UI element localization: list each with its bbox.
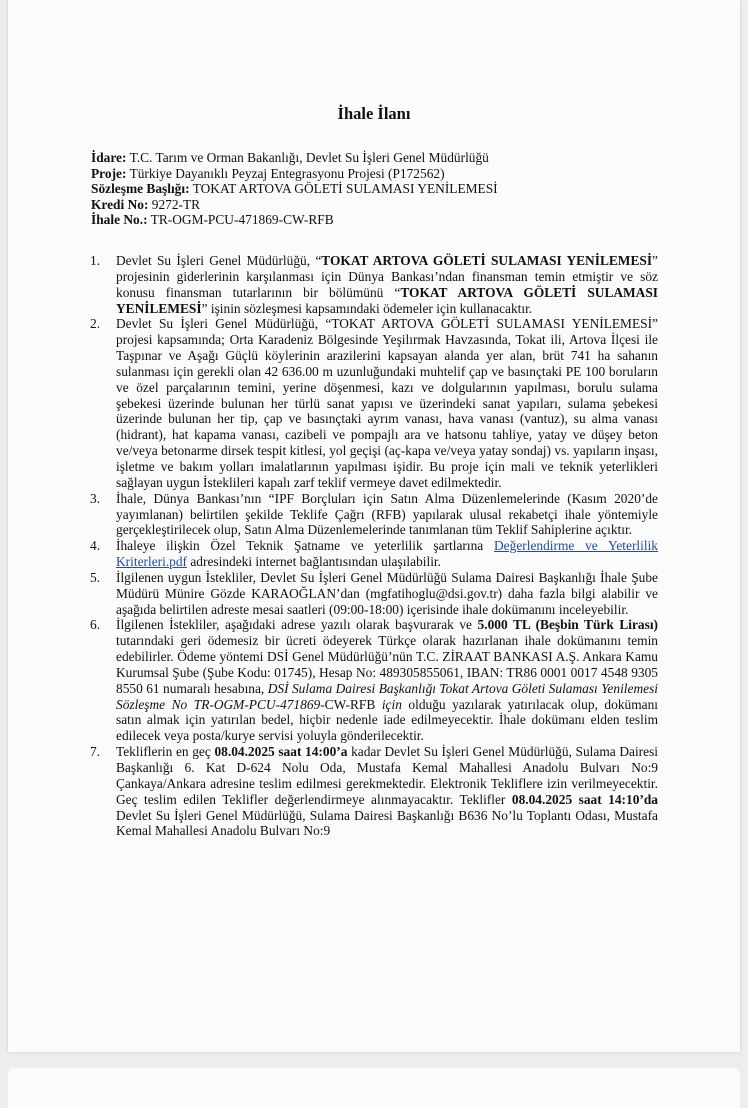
meta-ihale: İhale No.: TR-OGM-PCU-471869-CW-RFB: [91, 212, 334, 228]
meta-sozlesme: Sözleşme Başlığı: TOKAT ARTOVA GÖLETİ SULAMASI YENİLEMESİ: [91, 181, 498, 197]
criteria-pdf-link[interactable]: Değerlendirme ve Yeterlilik Kriterleri.pdf: [116, 538, 658, 570]
meta-proje: Proje: Türkiye Dayanıklı Peyzaj Entegrasyonu Projesi (P172562): [91, 165, 445, 181]
meta-idare: İdare: T.C. Tarım ve Orman Bakanlığı, Devlet Su İşleri Genel Müdürlüğü: [91, 150, 489, 165]
clause-7: 7. Tekliflerin en geç 08.04.2025 saat 14:00’a kadar Devlet Su İşleri Genel Müdürlüğü, Sulama Dairesi Başkanlığı 6. Kat D-624 Nolu Oda, Mustafa Kemal Mahallesi Anadolu Bulvarı No:9 Çankaya/Ankara adresine teslim edilmesi gerekmektedir. Elektronik Tekliflere izin verilmeyecektir. Geç teslim edilen Teklifler değerlendirmeye alınmayacaktır. Teklifler 08.04.2025 saat 14:10’da Devlet Su İşleri Genel Müdürlüğü, Sulama Dairesi Başkanlığı B636 No’lu Toplantı Odası, Mustafa Kemal Mahallesi Anadolu Bulvarı No:9: [90, 744, 659, 839]
clause-5: 5. İlgilenen uygun İstekliler, Devlet Su İşleri Genel Müdürlüğü Sulama Dairesi Başkanlığı İhale Şube Müdürü Münire Gözde KARAOĞLAN’dan (mgfatihoglu@dsi.gov.tr) daha fazla bilgi alabilir ve aşağıda belirtilen adreste mesai saatleri (09:00-18:00) içerisinde ihale dokümanını inceleyebilir.: [90, 569, 658, 617]
clause-2: 2. Devlet Su İşleri Genel Müdürlüğü, “TOKAT ARTOVA GÖLETİ SULAMASI YENİLEMESİ” projesi kapsamında; Orta Karadeniz Bölgesinde Yeşilırmak Havzasında, Tokat ili, Artova İlçesi ile Taşpınar ve Aşağı Güçlü köylerinin arazilerini kapsayan alanda yer alan, brüt 741 ha sahanın sulanması için gerekli olan 42 636.00 m uzunluğundaki muhtelif çap ve basınçtaki PE 100 boruların ve özel parçalarının temini, yerine döşenmesi, kazı ve dolgularının yapılması, borulu sulama şebekesi üzerinde bulunan her türlü sanat yapısı ve üzerindeki sanat yapıları, sulama şebekesi üzerinde bulunan her tip, çap ve basınçtaki ayrım vanası, hava vanası (vantuz), su alma vanası (hidrant), hat kapama vanası, cazibeli ve pompajlı ara ve hatsonu tahliye, yatay ve düşey beton ve/veya betonarme dirsek tespit kitlesi, yol geçişi (aç-kapa ve/veya yatay sondaj) vs. yapıların inşası, işletme ve bakım yolları imalatlarının yapılması işidir. Bu proje için mali ve teknik yeterlikleri sağlayan uygun İsteklileri kapalı zarf teklif vermeye davet edilmektedir.: [90, 316, 658, 490]
meta-kredi: Kredi No: 9272-TR: [91, 196, 201, 212]
clause-3: 3. İhale, Dünya Bankası’nın “IPF Borçluları için Satın Alma Düzenlemelerinde (Kasım 2020’de yayımlanan) belirtilen şekilde Teklife Çağrı (RFB) yapılarak ulusal rekabetçi ihale yöntemiyle gerçekleştirilecek olup, Satın Alma Düzenlemelerinde tanımlanan tüm Teklif Sahiplerine açıktır.: [90, 490, 658, 538]
tender-metadata: [91, 150, 691, 228]
numbered-clauses: [90, 253, 658, 839]
clause-6: 6. İlgilenen İstekliler, aşağıdaki adrese yazılı olarak başvurarak ve 5.000 TL (Beşbin Türk Lirası) tutarındaki geri ödemesiz bir ücreti ödeyerek Türkçe olarak hazırlanan ihale dokümanını temin edebilirler. Ödeme yöntemi DSİ Genel Müdürlüğü’nün T.C. ZİRAAT BANKASI A.Ş. Ankara Kamu Kurumsal Şube (Şube Kodu: 01745), Hesap No: 489305855061, IBAN: TR86 0001 0017 4548 9305 8550 61 numaralı hesabına, DSİ Sulama Dairesi Başkanlığı Tokat Artova Göleti Sulaması Yenilemesi Sözleşme No TR-OGM-PCU-471869-CW-RFB için olduğu yazılarak yatırılacak olup, dokümanı satın almak için yatırılan bedel, hiçbir nedenle iade edilmeyecektir. İhale dokümanı elden teslim edilecek veya posta/kurye servisi yoluyla gönderilecektir.: [90, 617, 658, 744]
page-title: İhale İlanı: [337, 104, 411, 123]
clause-1: 1. Devlet Su İşleri Genel Müdürlüğü, “TOKAT ARTOVA GÖLETİ SULAMASI YENİLEMESİ” projesinin giderlerinin karşılanması için Dünya Bankası’ndan finansman temin etmiştir ve söz konusu finansman tutarlarının bir bölümünü “TOKAT ARTOVA GÖLETİ SULAMASI YENİLEMESİ” işinin sözleşmesi kapsamındaki ödemeler için kullanacaktır.: [90, 253, 659, 316]
clause-4: 4. İhaleye ilişkin Özel Teknik Şatname ve yeterlilik şartlarına Değerlendirme ve Yeterlilik Kriterleri.pdf adresindeki internet bağlantısından ulaşılabilir.: [90, 538, 658, 570]
next-page-edge: [8, 1068, 740, 1108]
